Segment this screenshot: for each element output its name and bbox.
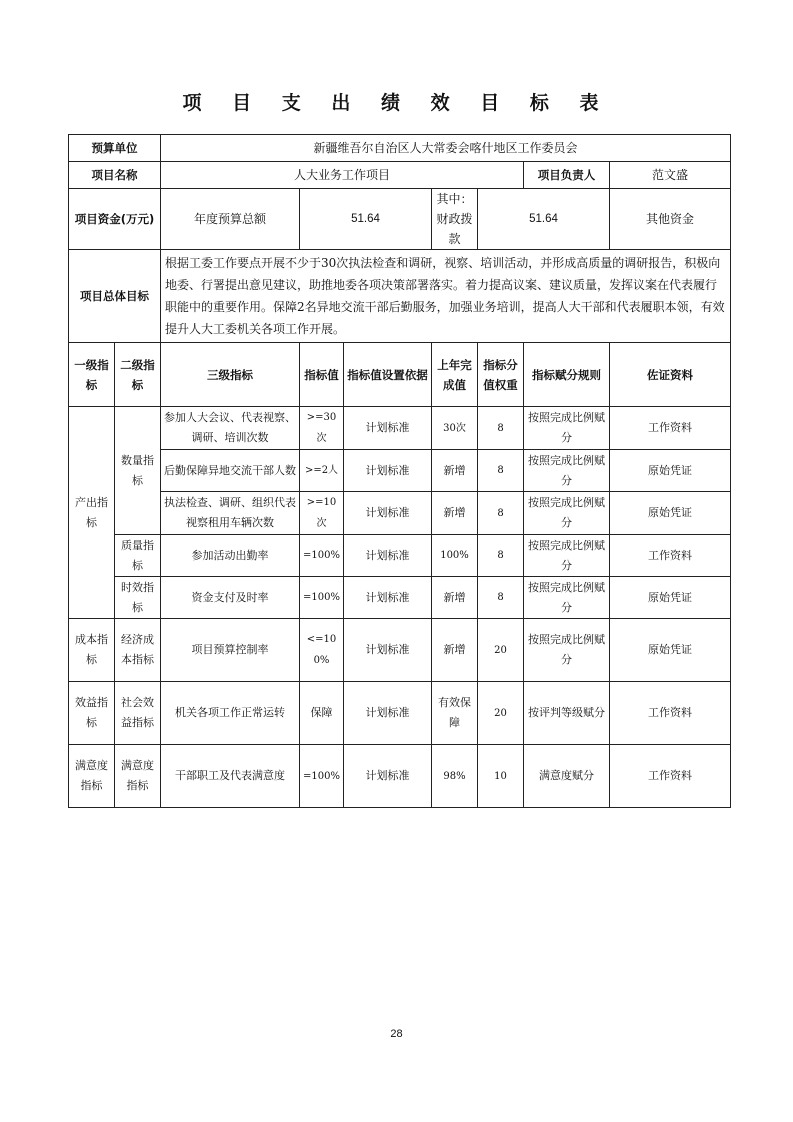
evidence: 工作资料 xyxy=(610,745,731,808)
weight: 8 xyxy=(478,577,524,619)
indicator-basis: 计划标准 xyxy=(344,407,432,450)
scoring-rule: 按照完成比例赋分 xyxy=(524,407,610,450)
col-header-level1: 一级指标 xyxy=(69,343,115,407)
prev-year-value: 100% xyxy=(432,535,478,577)
fiscal-label: 其中：财政拨款 xyxy=(432,189,478,250)
indicator-value: >=30次 xyxy=(300,407,344,450)
level3-indicator: 干部职工及代表满意度 xyxy=(161,745,300,808)
evidence: 工作资料 xyxy=(610,682,731,745)
scoring-rule: 按照完成比例赋分 xyxy=(524,492,610,535)
level3-indicator: 资金支付及时率 xyxy=(161,577,300,619)
evidence: 工作资料 xyxy=(610,407,731,450)
table-row xyxy=(69,745,731,808)
annual-budget-label: 年度预算总额 xyxy=(161,189,300,250)
project-leader-label: 项目负责人 xyxy=(524,162,610,189)
group-benefit: 效益指标 xyxy=(69,682,115,745)
level3-indicator: 后勤保障异地交流干部人数 xyxy=(161,450,300,492)
col-header-prev-year: 上年完成值 xyxy=(432,343,478,407)
weight: 8 xyxy=(478,407,524,450)
indicator-value: >=2人 xyxy=(300,450,344,492)
weight: 8 xyxy=(478,535,524,577)
page-title: 项 目 支 出 绩 效 目 标 表 xyxy=(182,92,611,114)
indicator-basis: 计划标准 xyxy=(344,450,432,492)
fiscal-value: 51.64 xyxy=(478,189,610,250)
evidence: 原始凭证 xyxy=(610,492,731,535)
table-row xyxy=(69,492,731,535)
weight: 8 xyxy=(478,450,524,492)
evidence: 原始凭证 xyxy=(610,577,731,619)
group-quantity: 数量指标 xyxy=(115,407,161,535)
prev-year-value: 有效保障 xyxy=(432,682,478,745)
scoring-rule: 按照完成比例赋分 xyxy=(524,535,610,577)
level3-indicator: 参加活动出勤率 xyxy=(161,535,300,577)
prev-year-value: 新增 xyxy=(432,619,478,682)
scoring-rule: 按照完成比例赋分 xyxy=(524,577,610,619)
indicator-value: =100% xyxy=(300,745,344,808)
overall-goal-label: 项目总体目标 xyxy=(69,250,161,343)
weight: 20 xyxy=(478,682,524,745)
group-quality: 质量指标 xyxy=(115,535,161,577)
weight: 20 xyxy=(478,619,524,682)
level3-indicator: 项目预算控制率 xyxy=(161,619,300,682)
evidence: 原始凭证 xyxy=(610,450,731,492)
col-header-scoring-rule: 指标赋分规则 xyxy=(524,343,610,407)
scoring-rule: 满意度赋分 xyxy=(524,745,610,808)
group-cost: 成本指标 xyxy=(69,619,115,682)
prev-year-value: 98% xyxy=(432,745,478,808)
table-row xyxy=(69,577,731,619)
page-number: 28 xyxy=(390,1028,403,1040)
group-satisfaction: 满意度指标 xyxy=(69,745,115,808)
col-header-level2: 二级指标 xyxy=(115,343,161,407)
table-row xyxy=(69,450,731,492)
col-header-evidence: 佐证资料 xyxy=(610,343,731,407)
level3-indicator: 执法检查、调研、组织代表视察租用车辆次数 xyxy=(161,492,300,535)
project-leader-value: 范文盛 xyxy=(610,162,731,189)
col-header-weight: 指标分值权重 xyxy=(478,343,524,407)
col-header-level3: 三级指标 xyxy=(161,343,300,407)
evidence: 原始凭证 xyxy=(610,619,731,682)
indicator-value: =100% xyxy=(300,577,344,619)
indicator-basis: 计划标准 xyxy=(344,577,432,619)
level3-indicator: 机关各项工作正常运转 xyxy=(161,682,300,745)
project-name-value: 人大业务工作项目 xyxy=(161,162,524,189)
col-header-basis: 指标值设置依据 xyxy=(344,343,432,407)
indicator-basis: 计划标准 xyxy=(344,535,432,577)
indicator-value: <=100% xyxy=(300,619,344,682)
indicator-value: >=10次 xyxy=(300,492,344,535)
indicator-value: 保障 xyxy=(300,682,344,745)
indicator-basis: 计划标准 xyxy=(344,619,432,682)
performance-target-table xyxy=(68,134,731,808)
annual-budget-value: 51.64 xyxy=(300,189,432,250)
funds-label: 项目资金(万元) xyxy=(69,189,161,250)
scoring-rule: 按照完成比例赋分 xyxy=(524,619,610,682)
group-satisfaction-sub: 满意度指标 xyxy=(115,745,161,808)
prev-year-value: 新增 xyxy=(432,450,478,492)
project-name-label: 项目名称 xyxy=(69,162,161,189)
other-funds-label: 其他资金 xyxy=(610,189,731,250)
indicator-basis: 计划标准 xyxy=(344,745,432,808)
prev-year-value: 新增 xyxy=(432,577,478,619)
overall-goal-text: 根据工委工作要点开展不少于30次执法检查和调研，视察、培训活动，并形成高质量的调研报告，积极向地委、行署提出意见建议，助推地委各项决策部署落实。着力提高议案、建议质量，发挥议案在代表履行职能中的重要作用。保障2名异地交流干部后勤服务，加强业务培训，提高人大干部和代表履职本领，有效提升人大工委机关各项工作开展。 xyxy=(161,250,731,343)
group-timeliness: 时效指标 xyxy=(115,577,161,619)
evidence: 工作资料 xyxy=(610,535,731,577)
level3-indicator: 参加人大会议、代表视察、调研、培训次数 xyxy=(161,407,300,450)
scoring-rule: 按照完成比例赋分 xyxy=(524,450,610,492)
indicator-basis: 计划标准 xyxy=(344,682,432,745)
group-output: 产出指标 xyxy=(69,407,115,619)
budget-unit-value: 新疆维吾尔自治区人大常委会喀什地区工作委员会 xyxy=(161,135,731,162)
table-row xyxy=(69,682,731,745)
scoring-rule: 按评判等级赋分 xyxy=(524,682,610,745)
prev-year-value: 30次 xyxy=(432,407,478,450)
prev-year-value: 新增 xyxy=(432,492,478,535)
indicator-basis: 计划标准 xyxy=(344,492,432,535)
budget-unit-label: 预算单位 xyxy=(69,135,161,162)
table-row xyxy=(69,535,731,577)
col-header-target-value: 指标值 xyxy=(300,343,344,407)
indicator-value: =100% xyxy=(300,535,344,577)
group-social-benefit: 社会效益指标 xyxy=(115,682,161,745)
weight: 10 xyxy=(478,745,524,808)
group-economic-cost: 经济成本指标 xyxy=(115,619,161,682)
weight: 8 xyxy=(478,492,524,535)
table-row xyxy=(69,619,731,682)
table-row xyxy=(69,407,731,450)
